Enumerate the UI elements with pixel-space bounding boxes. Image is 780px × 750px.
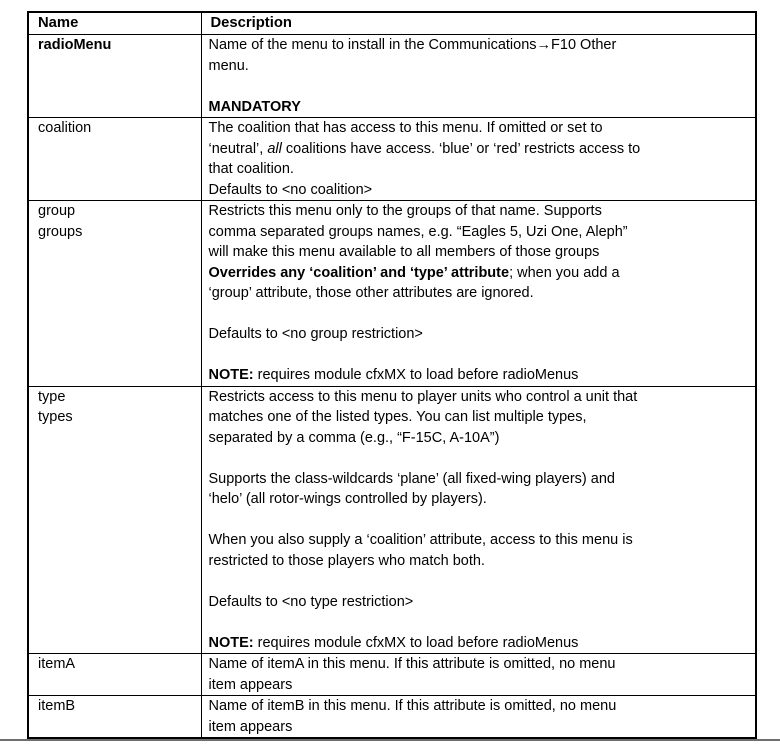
- text-line: [209, 510, 750, 531]
- attribute-name-cell: [28, 654, 201, 696]
- text-line: [209, 592, 750, 613]
- text-line: [209, 222, 750, 243]
- attribute-description-cell: [201, 654, 756, 696]
- text-segment: coalitions have access. ‘blue’ or ‘red’ restricts access to: [281, 140, 641, 157]
- text-line: [209, 530, 750, 551]
- attribute-description-cell: [201, 386, 756, 654]
- text-segment: ; when you add a: [509, 264, 620, 281]
- text-line: [209, 159, 750, 180]
- text-line: [209, 76, 750, 97]
- text-line: [38, 654, 195, 675]
- text-line: [209, 283, 750, 304]
- text-line: [209, 469, 750, 490]
- text-line: [209, 201, 750, 222]
- text-segment: all: [267, 140, 282, 157]
- text-segment: requires module cfxMX to load before radioMenus: [253, 367, 579, 383]
- text-segment: itemB: [38, 698, 76, 714]
- text-segment: separated by a comma (e.g., “F-15C, A-10A”): [208, 429, 500, 446]
- text-line: [38, 387, 195, 408]
- text-line: [209, 571, 750, 592]
- text-line: [209, 428, 750, 449]
- attribute-name-cell: [28, 696, 201, 739]
- text-segment: When you also supply a ‘coalition’ attribute, access to this menu is: [208, 532, 633, 548]
- table-row: [28, 201, 756, 387]
- text-line: [209, 696, 750, 717]
- attribute-name-cell: [28, 201, 201, 387]
- table-row: [28, 386, 756, 654]
- text-segment: The coalition that has access to this menu. If omitted or set to: [208, 120, 603, 136]
- text-segment: requires module cfxMX to load before radioMenus: [253, 634, 579, 651]
- text-line: [209, 675, 750, 696]
- text-segment: NOTE:: [208, 634, 254, 651]
- attribute-description-cell: [201, 35, 756, 118]
- text-line: [209, 387, 750, 408]
- table-row: [28, 654, 756, 696]
- text-line: [209, 551, 750, 572]
- text-line: [209, 304, 750, 325]
- text-segment: item appears: [208, 718, 293, 735]
- text-segment: group: [38, 203, 76, 219]
- text-segment: comma separated groups names, e.g. “Eagles 5, Uzi One, Aleph”: [208, 223, 628, 240]
- text-segment: Defaults to <no group restriction>: [208, 326, 423, 342]
- attribute-description-cell: [201, 118, 756, 201]
- text-line: [38, 696, 195, 717]
- text-line: [209, 489, 750, 510]
- table-row: [28, 696, 756, 739]
- text-line: [209, 633, 750, 654]
- attribute-name-cell: [28, 386, 201, 654]
- text-segment: itemA: [38, 656, 76, 672]
- text-line: [209, 35, 750, 56]
- attribute-name-cell: [28, 118, 201, 201]
- text-segment: NOTE:: [208, 367, 254, 383]
- attribute-name-cell: [28, 35, 201, 118]
- text-segment: ‘neutral’,: [208, 140, 268, 157]
- attribute-table: [27, 11, 757, 739]
- text-segment: menu.: [208, 57, 249, 74]
- text-line: [209, 324, 750, 345]
- text-segment: groups: [38, 223, 83, 240]
- text-line: [209, 448, 750, 469]
- text-segment: Restricts this menu only to the groups of that name. Supports: [208, 203, 602, 219]
- attribute-table-body: [28, 35, 756, 739]
- text-segment: matches one of the listed types. You can list multiple types,: [208, 409, 587, 425]
- text-line: [209, 365, 750, 386]
- text-segment: coalition: [38, 120, 92, 136]
- text-line: [38, 222, 195, 243]
- text-segment: MANDATORY: [208, 98, 301, 115]
- text-line: [38, 118, 195, 139]
- text-segment: item appears: [208, 676, 293, 693]
- text-segment: Supports the class-wildcards ‘plane’ (all fixed-wing players) and: [208, 470, 615, 487]
- text-line: [209, 242, 750, 263]
- text-segment: that coalition.: [208, 161, 294, 177]
- text-line: [209, 717, 750, 738]
- text-segment: Name of itemB in this menu. If this attribute is omitted, no menu: [208, 698, 617, 714]
- text-segment: Defaults to <no type restriction>: [208, 593, 414, 610]
- text-segment: Defaults to <no coalition>: [208, 181, 373, 198]
- text-line: [38, 201, 195, 222]
- attribute-description-cell: [201, 201, 756, 387]
- text-line: [209, 407, 750, 428]
- text-line: [209, 139, 750, 160]
- table-row: [28, 118, 756, 201]
- text-line: [38, 407, 195, 428]
- column-header-description: Description: [201, 12, 756, 35]
- text-line: [209, 612, 750, 633]
- text-segment: ‘group’ attribute, those other attributes are ignored.: [208, 285, 534, 301]
- text-segment: type: [38, 388, 66, 405]
- text-line: [209, 654, 750, 675]
- text-line: [38, 35, 195, 56]
- text-line: [209, 56, 750, 77]
- text-segment: types: [38, 409, 73, 425]
- text-segment: ‘helo’ (all rotor-wings controlled by players).: [208, 491, 487, 507]
- table-header-row: [28, 12, 756, 35]
- page-bottom-rule: [0, 739, 780, 741]
- text-line: [209, 97, 750, 118]
- text-line: [209, 263, 750, 284]
- text-line: [209, 345, 750, 366]
- table-row: [28, 35, 756, 118]
- text-segment: will make this menu available to all members of those groups: [208, 244, 600, 260]
- text-segment: restricted to those players who match both.: [208, 552, 485, 569]
- text-line: [209, 118, 750, 139]
- attribute-description-cell: [201, 696, 756, 739]
- text-segment: Overrides any ‘coalition’ and ‘type’ attribute: [208, 264, 510, 281]
- text-segment: Name of the menu to install in the Communications→F10 Other: [208, 37, 617, 53]
- text-segment: radioMenu: [38, 37, 112, 53]
- column-header-name: Name: [28, 12, 201, 35]
- text-segment: Name of itemA in this menu. If this attribute is omitted, no menu: [208, 656, 616, 672]
- text-segment: Restricts access to this menu to player units who control a unit that: [208, 388, 638, 405]
- text-line: [209, 180, 750, 201]
